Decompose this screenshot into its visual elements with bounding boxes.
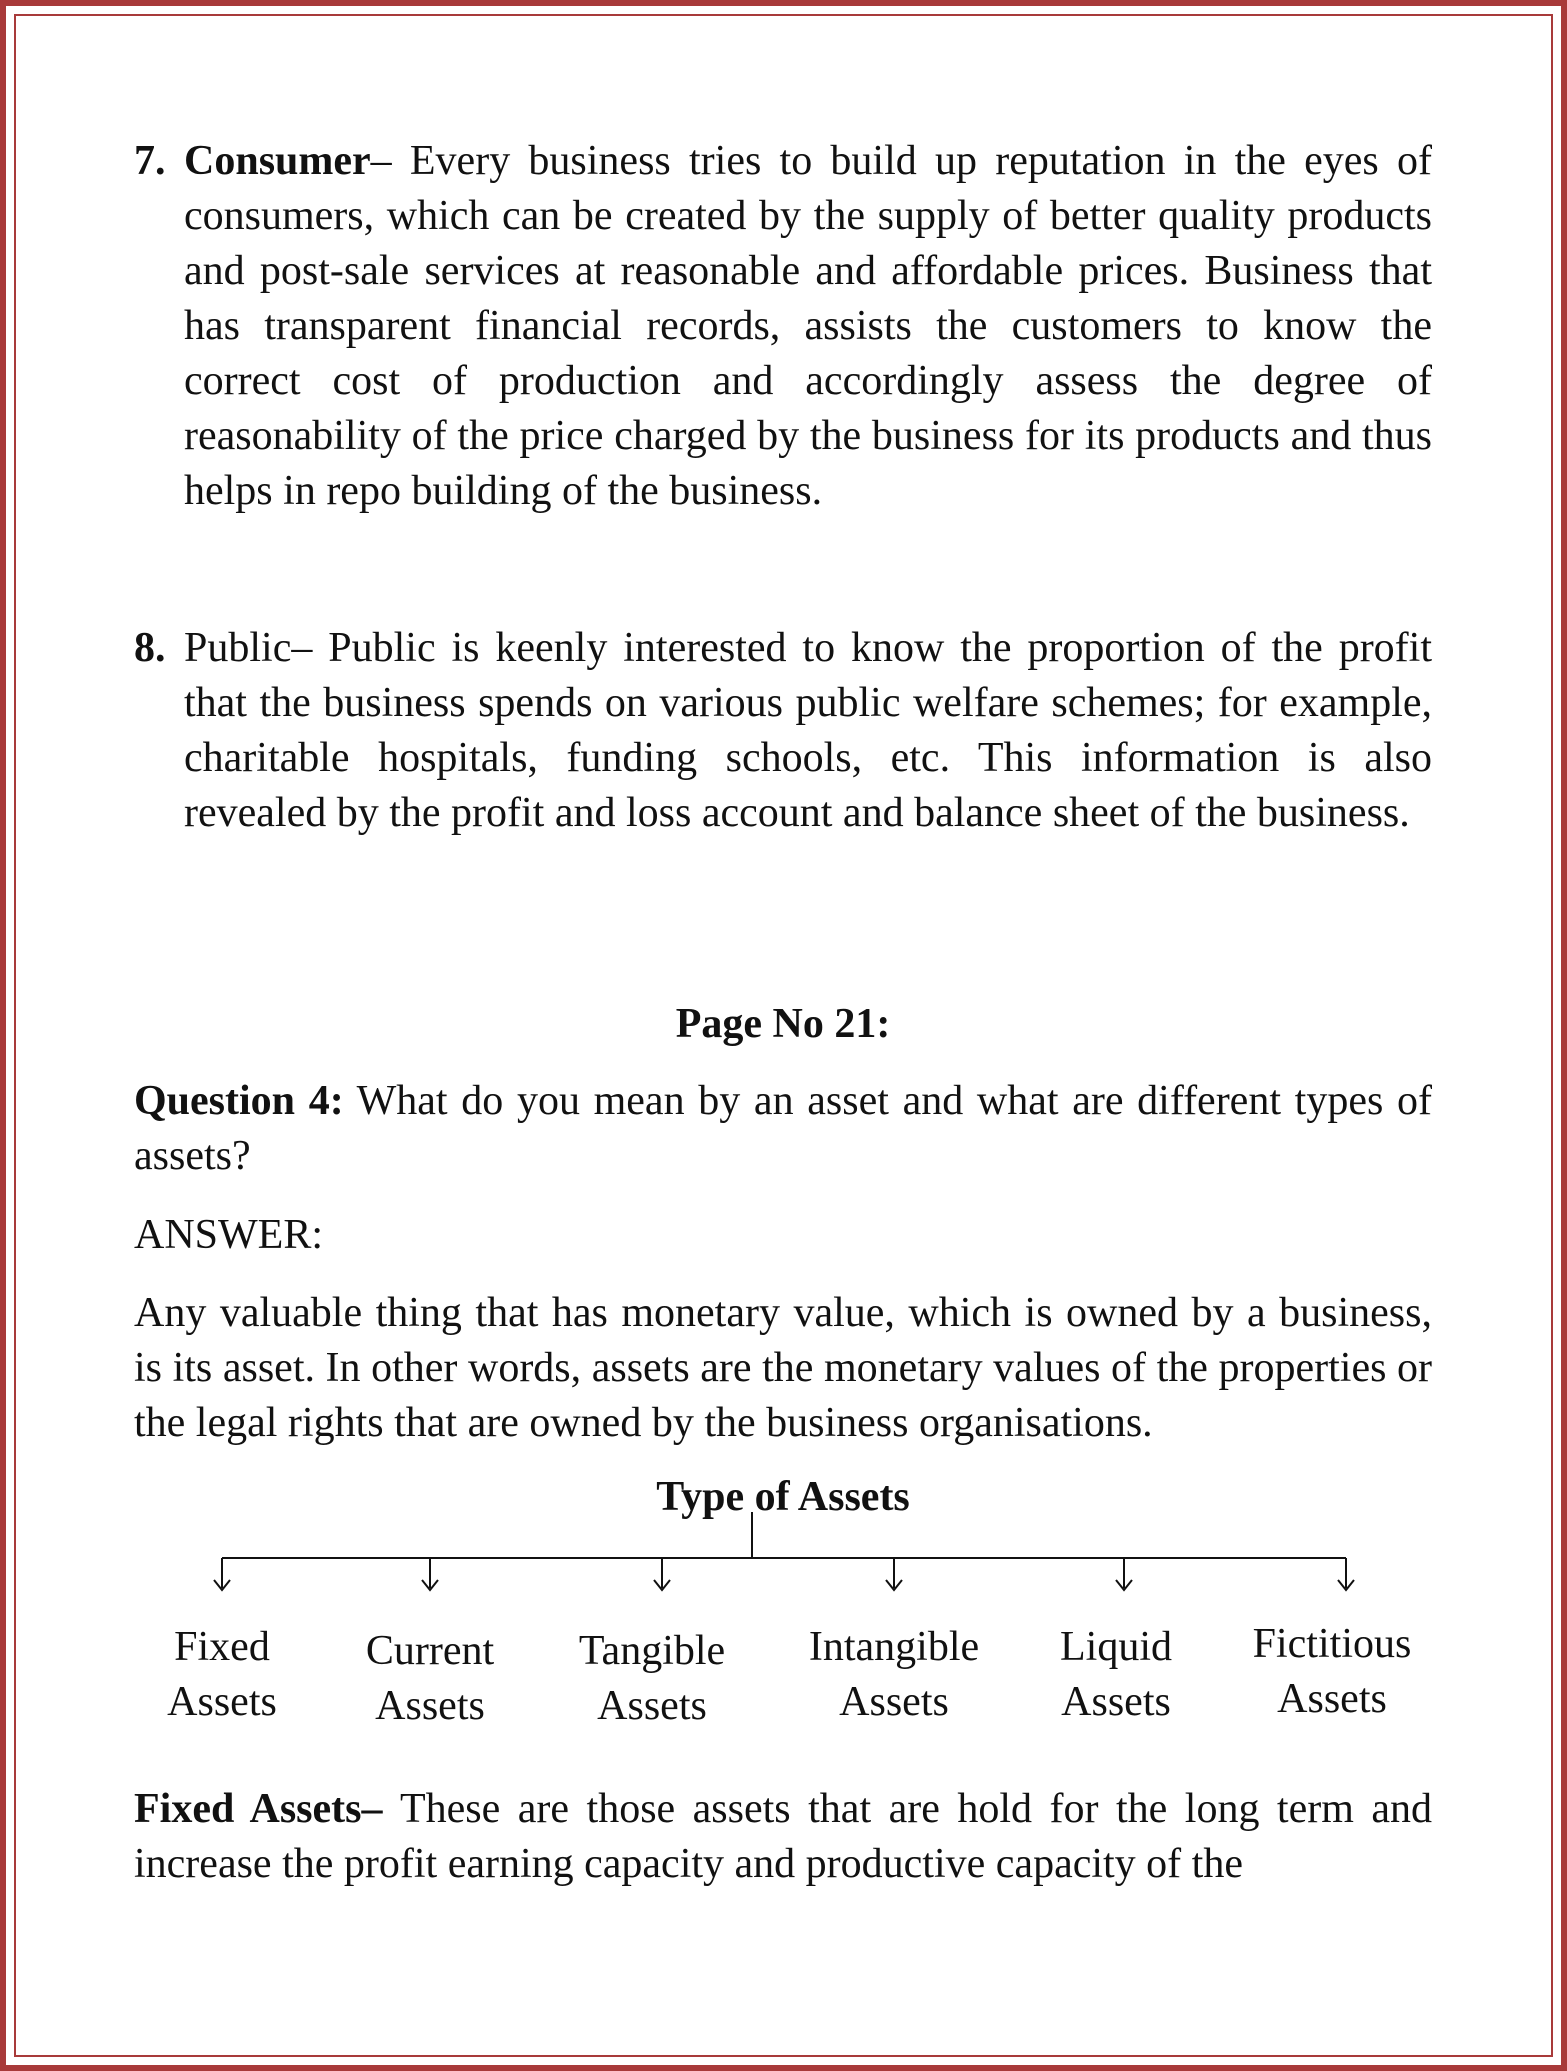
arrow-fictitious (1338, 1558, 1354, 1590)
diagram-connectors (134, 1470, 1432, 1600)
question-text: What do you mean by an asset and what are different types of assets? (134, 1078, 1432, 1179)
answer-text: Any valuable thing that has monetary value, which is owned by a business, is its asset. In other words, assets are the monetary values of the properties or the legal rights that are owned by the business organisations. (134, 1290, 1432, 1446)
asset-type-line1: Intangible (808, 1624, 980, 1670)
asset-type-line1: Fictitious (1252, 1621, 1412, 1667)
question (134, 1074, 1432, 1184)
item-number: 8. (134, 625, 166, 671)
asset-type-line2: Assets (597, 1683, 707, 1729)
asset-type-tangible (552, 1624, 752, 1734)
question-label: Question 4: (134, 1078, 344, 1124)
fixed-assets-paragraph (134, 1782, 1432, 1892)
asset-types-diagram (134, 1470, 1432, 1730)
arrow-liquid (1116, 1558, 1132, 1590)
asset-type-line2: Assets (375, 1683, 485, 1729)
asset-type-line1: Fixed (174, 1624, 270, 1670)
arrow-current (422, 1558, 438, 1590)
fixed-assets-heading: Fixed Assets (134, 1786, 362, 1832)
asset-type-line2: Assets (1061, 1679, 1171, 1725)
answer-label: ANSWER: (134, 1212, 323, 1258)
asset-type-intangible (774, 1620, 1014, 1730)
arrow-fixed (214, 1558, 230, 1590)
asset-type-line2: Assets (1277, 1676, 1387, 1722)
asset-type-line1: Liquid (1060, 1624, 1172, 1670)
fixed-assets-dash: – (361, 1786, 400, 1832)
list-item-public (134, 621, 1432, 841)
asset-type-current (330, 1624, 530, 1734)
item-number: 7. (134, 138, 166, 184)
asset-type-line2: Assets (167, 1679, 277, 1725)
item-body (184, 621, 1432, 841)
fixed-assets-text: These are those assets that are hold for the long term and increase the profit earning capacity and productive capacity of the (134, 1786, 1433, 1887)
asset-type-fixed (122, 1620, 322, 1730)
item-dash: – (291, 625, 329, 671)
arrow-intangible (886, 1558, 902, 1590)
asset-type-line1: Current (365, 1628, 495, 1674)
item-heading: Public (184, 625, 292, 671)
page-number-heading: Page No 21: (675, 1001, 891, 1047)
item-heading: Consumer (184, 138, 371, 184)
item-body (184, 134, 1432, 519)
list-item-consumer (134, 134, 1432, 519)
item-text: Every business tries to build up reputation in the eyes of consumers, which can be created by the supply of better quality products and post-sale services at reasonable and affordable prices. Business that has transparent financial records, assists the customers to know the correct cost of production and accordingly assess the degree of reasonability of the price charged by the business for its products and thus helps in repo building of the business. (184, 138, 1432, 514)
asset-type-line2: Assets (839, 1679, 949, 1725)
asset-type-liquid (1016, 1620, 1216, 1730)
asset-type-line1: Tangible (578, 1628, 726, 1674)
diagram-title: Type of Assets (656, 1474, 910, 1520)
item-dash: – (370, 138, 410, 184)
item-text: Public is keenly interested to know the proportion of the profit that the business spends on various public welfare schemes; for example, charitable hospitals, funding schools, etc. This information is also revealed by the profit and loss account and balance sheet of the business. (184, 625, 1433, 836)
arrow-tangible (654, 1558, 670, 1590)
asset-type-fictitious (1212, 1617, 1452, 1727)
